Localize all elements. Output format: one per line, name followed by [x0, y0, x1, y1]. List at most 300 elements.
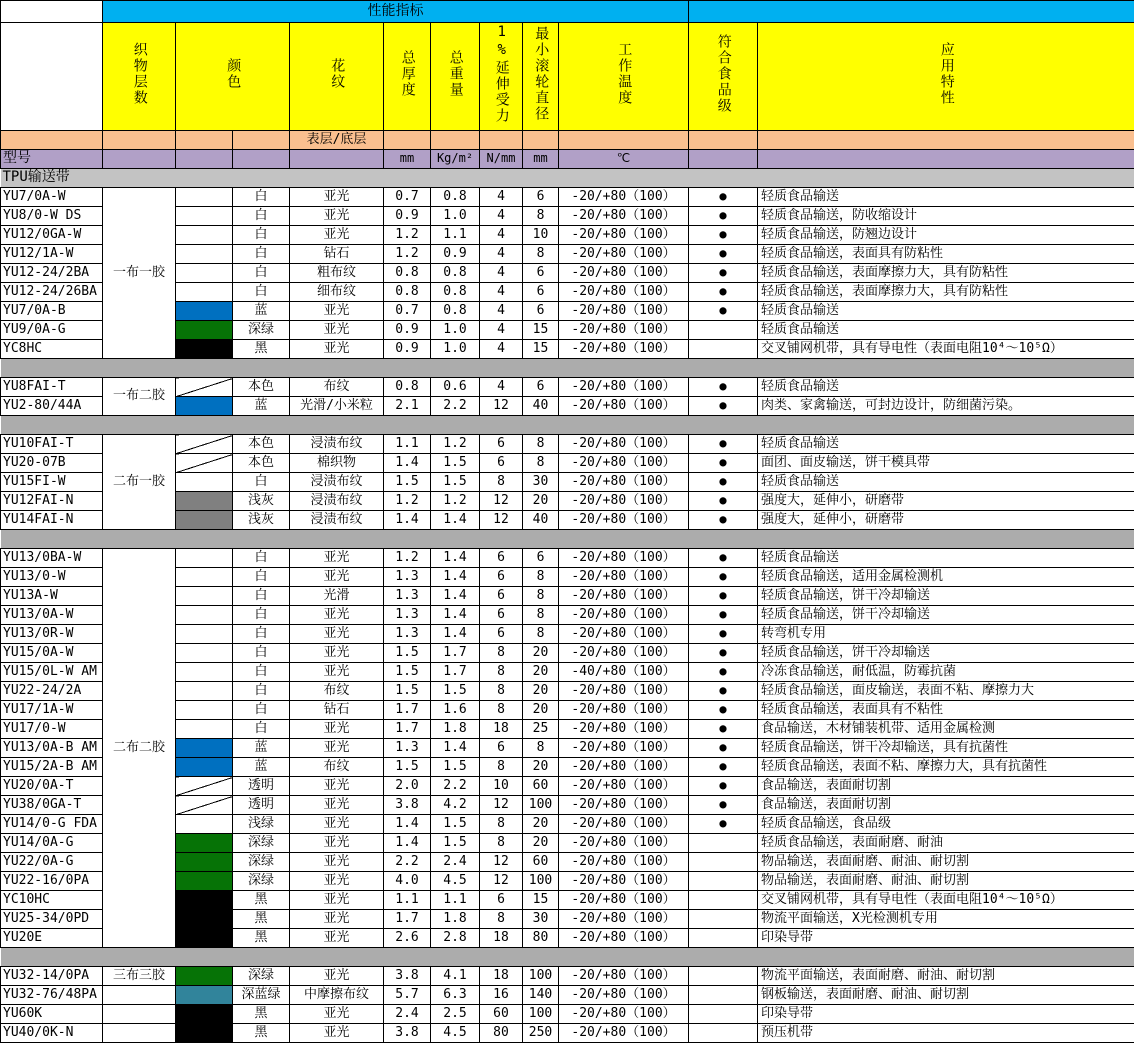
pattern-cell: 亚光: [290, 796, 384, 815]
weight-cell: 1.4: [431, 606, 480, 625]
color-swatch: [176, 188, 233, 207]
food-grade-cell: ●: [689, 511, 758, 530]
color-swatch: [176, 587, 233, 606]
color-swatch: [176, 796, 233, 815]
temperature-cell: -20/+80（100）: [559, 226, 689, 245]
food-grade-cell: ●: [689, 815, 758, 834]
application-cell: 物品输送，表面耐磨、耐油、耐切割: [758, 872, 1134, 891]
thickness-cell: 1.3: [384, 625, 431, 644]
roller-cell: 25: [523, 720, 559, 739]
roller-cell: 100: [523, 872, 559, 891]
weight-cell: 1.0: [431, 340, 480, 359]
model-cell: YU7/0A-W: [1, 188, 103, 207]
pattern-cell: 亚光: [290, 872, 384, 891]
color-name-cell: 白: [233, 606, 290, 625]
header-pattern-label: 花纹: [329, 58, 344, 90]
weight-cell: 1.2: [431, 492, 480, 511]
roller-cell: 100: [523, 796, 559, 815]
roller-cell: 8: [523, 454, 559, 473]
color-name-cell: 白: [233, 226, 290, 245]
temperature-cell: -20/+80（100）: [559, 815, 689, 834]
table-row: [1, 986, 1134, 1005]
color-swatch: [176, 568, 233, 587]
roller-cell: 15: [523, 340, 559, 359]
temperature-cell: -20/+80（100）: [559, 644, 689, 663]
food-grade-cell: [689, 891, 758, 910]
color-swatch: [176, 492, 233, 511]
color-name-cell: 深绿: [233, 321, 290, 340]
model-cell: YU15/0L-W AM: [1, 663, 103, 682]
model-cell: YU12/0GA-W: [1, 226, 103, 245]
roller-cell: 15: [523, 891, 559, 910]
pattern-cell: 钻石: [290, 245, 384, 264]
thickness-cell: 0.7: [384, 302, 431, 321]
application-cell: 轻质食品输送，表面耐磨、耐油: [758, 834, 1134, 853]
thickness-cell: 2.2: [384, 853, 431, 872]
color-name-cell: 白: [233, 663, 290, 682]
thickness-cell: 1.5: [384, 758, 431, 777]
application-cell: 印染导带: [758, 1005, 1134, 1024]
model-cell: YU14FAI-N: [1, 511, 103, 530]
pattern-cell: 亚光: [290, 302, 384, 321]
weight-cell: 1.4: [431, 625, 480, 644]
model-cell: YU22/0A-G: [1, 853, 103, 872]
force-cell: 8: [480, 682, 523, 701]
pattern-cell: 浸渍布纹: [290, 492, 384, 511]
weight-cell: 2.5: [431, 1005, 480, 1024]
thickness-cell: 1.5: [384, 644, 431, 663]
temperature-cell: -20/+80（100）: [559, 891, 689, 910]
pattern-cell: 亚光: [290, 853, 384, 872]
header-fabric-layers-label: 织物层数: [131, 42, 146, 106]
weight-cell: 1.7: [431, 644, 480, 663]
weight-cell: 2.2: [431, 397, 480, 416]
force-cell: 8: [480, 644, 523, 663]
food-grade-cell: ●: [689, 435, 758, 454]
roller-cell: 8: [523, 435, 559, 454]
color-name-cell: 蓝: [233, 397, 290, 416]
force-cell: 6: [480, 587, 523, 606]
model-cell: YU20-07B: [1, 454, 103, 473]
application-cell: 轻质食品输送，饼干冷却输送: [758, 644, 1134, 663]
weight-cell: 1.2: [431, 435, 480, 454]
table-row: [1, 549, 1134, 568]
model-cell: YU20E: [1, 929, 103, 948]
color-name-cell: 白: [233, 568, 290, 587]
color-name-cell: 深绿: [233, 834, 290, 853]
color-swatch: [176, 435, 233, 454]
pattern-cell: 光滑: [290, 587, 384, 606]
thickness-cell: 1.4: [384, 815, 431, 834]
pattern-cell: 亚光: [290, 321, 384, 340]
force-cell: 4: [480, 207, 523, 226]
temperature-cell: -20/+80（100）: [559, 378, 689, 397]
layers-cell: 三布三胶: [103, 967, 176, 986]
temperature-cell: -20/+80（100）: [559, 682, 689, 701]
roller-cell: 40: [523, 511, 559, 530]
temperature-cell: -20/+80（100）: [559, 207, 689, 226]
force-cell: 8: [480, 834, 523, 853]
food-grade-cell: ●: [689, 758, 758, 777]
color-swatch: [176, 207, 233, 226]
application-cell: 面团、面皮输送，饼干模具带: [758, 454, 1134, 473]
roller-cell: 20: [523, 682, 559, 701]
unit-thickness: mm: [384, 150, 431, 169]
model-cell: YU60K: [1, 1005, 103, 1024]
application-cell: 钢板输送，表面耐磨、耐油、耐切割: [758, 986, 1134, 1005]
roller-cell: 60: [523, 777, 559, 796]
food-grade-cell: [689, 321, 758, 340]
color-name-cell: 浅绿: [233, 815, 290, 834]
food-grade-cell: ●: [689, 188, 758, 207]
pattern-cell: 布纹: [290, 758, 384, 777]
table-row: [1, 967, 1134, 986]
header-application: [758, 23, 1134, 131]
model-cell: YU32-14/0PA: [1, 967, 103, 986]
color-swatch: [176, 967, 233, 986]
force-cell: 4: [480, 245, 523, 264]
force-cell: 18: [480, 967, 523, 986]
food-grade-cell: ●: [689, 207, 758, 226]
color-swatch: [176, 1005, 233, 1024]
thickness-cell: 1.4: [384, 834, 431, 853]
application-cell: 冷冻食品输送，耐低温，防霉抗菌: [758, 663, 1134, 682]
color-swatch: [176, 397, 233, 416]
color-swatch: [176, 264, 233, 283]
force-cell: 4: [480, 321, 523, 340]
header-elongation-force: [480, 23, 523, 131]
header-total-weight-label: 总重量: [447, 50, 462, 98]
weight-cell: 4.1: [431, 967, 480, 986]
food-grade-cell: ●: [689, 587, 758, 606]
roller-cell: 6: [523, 283, 559, 302]
color-name-cell: 白: [233, 549, 290, 568]
food-grade-cell: ●: [689, 378, 758, 397]
color-name-cell: 白: [233, 644, 290, 663]
layers-cell: [103, 986, 176, 1005]
temperature-cell: -20/+80（100）: [559, 910, 689, 929]
roller-cell: 30: [523, 910, 559, 929]
application-cell: 印染导带: [758, 929, 1134, 948]
application-cell: 轻质食品输送，防收缩设计: [758, 207, 1134, 226]
performance-band-title: 性能指标: [103, 1, 689, 23]
application-cell: 轻质食品输送，面皮输送，表面不粘、摩擦力大: [758, 682, 1134, 701]
temperature-cell: -20/+80（100）: [559, 302, 689, 321]
temperature-cell: -20/+80（100）: [559, 1005, 689, 1024]
thickness-cell: 1.7: [384, 720, 431, 739]
header-min-roller-diameter-label: 最小滚轮直径: [533, 26, 548, 122]
weight-cell: 1.1: [431, 226, 480, 245]
unit-temperature: ℃: [559, 150, 689, 169]
application-cell: 转弯机专用: [758, 625, 1134, 644]
food-grade-cell: ●: [689, 492, 758, 511]
weight-cell: 4.5: [431, 872, 480, 891]
weight-cell: 1.5: [431, 473, 480, 492]
pattern-cell: 亚光: [290, 568, 384, 587]
application-cell: 轻质食品输送: [758, 549, 1134, 568]
roller-cell: 20: [523, 644, 559, 663]
color-name-cell: 白: [233, 720, 290, 739]
food-grade-cell: [689, 967, 758, 986]
application-cell: 轻质食品输送: [758, 378, 1134, 397]
roller-cell: 8: [523, 739, 559, 758]
food-grade-cell: ●: [689, 663, 758, 682]
weight-cell: 1.4: [431, 739, 480, 758]
header-total-weight: [431, 23, 480, 131]
color-swatch: [176, 739, 233, 758]
temperature-cell: -20/+80（100）: [559, 511, 689, 530]
force-cell: 18: [480, 720, 523, 739]
roller-cell: 40: [523, 397, 559, 416]
group-separator-band: [1, 416, 1134, 435]
thickness-cell: 3.8: [384, 967, 431, 986]
model-label: 型号: [1, 150, 103, 169]
model-cell: YC10HC: [1, 891, 103, 910]
thickness-cell: 2.0: [384, 777, 431, 796]
column-header-row: [1, 23, 1134, 131]
color-swatch: [176, 1024, 233, 1043]
model-cell: YU12-24/26BA: [1, 283, 103, 302]
food-grade-cell: [689, 929, 758, 948]
roller-cell: 20: [523, 815, 559, 834]
force-cell: 4: [480, 283, 523, 302]
temperature-cell: -20/+80（100）: [559, 625, 689, 644]
color-swatch: [176, 720, 233, 739]
pattern-cell: 亚光: [290, 1005, 384, 1024]
thickness-cell: 1.7: [384, 910, 431, 929]
roller-cell: 6: [523, 188, 559, 207]
weight-cell: 1.4: [431, 511, 480, 530]
color-swatch: [176, 834, 233, 853]
color-swatch: [176, 549, 233, 568]
force-cell: 60: [480, 1005, 523, 1024]
thickness-cell: 2.6: [384, 929, 431, 948]
model-cell: YU13A-W: [1, 587, 103, 606]
temperature-cell: -20/+80（100）: [559, 796, 689, 815]
force-cell: 12: [480, 492, 523, 511]
weight-cell: 1.4: [431, 568, 480, 587]
color-swatch: [176, 625, 233, 644]
force-cell: 6: [480, 454, 523, 473]
food-grade-cell: [689, 834, 758, 853]
header-total-thickness-label: 总厚度: [399, 50, 414, 98]
color-swatch: [176, 758, 233, 777]
weight-cell: 1.8: [431, 720, 480, 739]
color-name-cell: 深绿: [233, 853, 290, 872]
force-cell: 6: [480, 549, 523, 568]
color-swatch: [176, 511, 233, 530]
model-cell: YU12FAI-N: [1, 492, 103, 511]
food-grade-cell: ●: [689, 777, 758, 796]
header-food-grade: [689, 23, 758, 131]
temperature-cell: -20/+80（100）: [559, 245, 689, 264]
color-swatch: [176, 663, 233, 682]
color-name-cell: 深蓝绿: [233, 986, 290, 1005]
layers-cell: [103, 1024, 176, 1043]
temperature-cell: -20/+80（100）: [559, 568, 689, 587]
color-name-cell: 黑: [233, 910, 290, 929]
application-cell: 食品输送，表面耐切割: [758, 796, 1134, 815]
thickness-cell: 0.8: [384, 283, 431, 302]
model-cell: YU13/0BA-W: [1, 549, 103, 568]
model-cell: YU17/0-W: [1, 720, 103, 739]
application-cell: 轻质食品输送: [758, 435, 1134, 454]
weight-cell: 0.6: [431, 378, 480, 397]
roller-cell: 6: [523, 302, 559, 321]
color-name-cell: 黑: [233, 891, 290, 910]
pattern-cell: 布纹: [290, 682, 384, 701]
color-swatch: [176, 644, 233, 663]
weight-cell: 1.5: [431, 682, 480, 701]
header-blank-cell: [1, 23, 103, 131]
thickness-cell: 1.3: [384, 739, 431, 758]
color-name-cell: 白: [233, 283, 290, 302]
model-cell: YU22-24/2A: [1, 682, 103, 701]
pattern-cell: 细布纹: [290, 283, 384, 302]
temperature-cell: -20/+80（100）: [559, 492, 689, 511]
pattern-cell: 亚光: [290, 777, 384, 796]
force-cell: 12: [480, 853, 523, 872]
header-color: [176, 23, 290, 131]
model-cell: YU2-80/44A: [1, 397, 103, 416]
temperature-cell: -20/+80（100）: [559, 701, 689, 720]
table-row: [1, 1005, 1134, 1024]
force-cell: 6: [480, 435, 523, 454]
pattern-cell: 布纹: [290, 378, 384, 397]
color-swatch: [176, 378, 233, 397]
model-cell: YU8/0-W DS: [1, 207, 103, 226]
pattern-cell: 亚光: [290, 663, 384, 682]
color-swatch: [176, 321, 233, 340]
thickness-cell: 1.2: [384, 226, 431, 245]
color-swatch: [176, 853, 233, 872]
surface-bottom-row: [1, 131, 1134, 150]
pattern-cell: 亚光: [290, 549, 384, 568]
thickness-cell: 1.5: [384, 663, 431, 682]
temperature-cell: -20/+80（100）: [559, 929, 689, 948]
temperature-cell: -20/+80（100）: [559, 454, 689, 473]
force-cell: 12: [480, 397, 523, 416]
weight-cell: 1.0: [431, 207, 480, 226]
roller-cell: 30: [523, 473, 559, 492]
application-cell: 轻质食品输送: [758, 302, 1134, 321]
weight-cell: 4.2: [431, 796, 480, 815]
group-separator-band: [1, 948, 1134, 967]
pattern-cell: 亚光: [290, 834, 384, 853]
weight-cell: 1.5: [431, 834, 480, 853]
header-working-temperature: [559, 23, 689, 131]
food-grade-cell: ●: [689, 245, 758, 264]
color-name-cell: 本色: [233, 435, 290, 454]
color-name-cell: 蓝: [233, 758, 290, 777]
header-pattern: [290, 23, 384, 131]
temperature-cell: -20/+80（100）: [559, 549, 689, 568]
application-cell: 轻质食品输送，表面摩擦力大，具有防粘性: [758, 283, 1134, 302]
model-cell: YU14/0A-G: [1, 834, 103, 853]
application-cell: 轻质食品输送: [758, 188, 1134, 207]
model-cell: YU14/0-G FDA: [1, 815, 103, 834]
roller-cell: 20: [523, 701, 559, 720]
temperature-cell: -20/+80（100）: [559, 758, 689, 777]
food-grade-cell: ●: [689, 606, 758, 625]
layers-cell: 一布二胶: [103, 378, 176, 416]
header-application-label: 应用特性: [938, 42, 953, 106]
model-cell: YU8FAI-T: [1, 378, 103, 397]
pattern-cell: 亚光: [290, 625, 384, 644]
model-cell: YU7/0A-B: [1, 302, 103, 321]
temperature-cell: -20/+80（100）: [559, 872, 689, 891]
food-grade-cell: ●: [689, 682, 758, 701]
pattern-cell: 中摩擦布纹: [290, 986, 384, 1005]
application-cell: 轻质食品输送，适用金属检测机: [758, 568, 1134, 587]
pattern-cell: 亚光: [290, 644, 384, 663]
thickness-cell: 0.7: [384, 188, 431, 207]
color-name-cell: 深绿: [233, 872, 290, 891]
pattern-cell: 亚光: [290, 910, 384, 929]
roller-cell: 20: [523, 758, 559, 777]
roller-cell: 8: [523, 625, 559, 644]
force-cell: 80: [480, 1024, 523, 1043]
thickness-cell: 1.3: [384, 606, 431, 625]
color-name-cell: 蓝: [233, 739, 290, 758]
roller-cell: 20: [523, 492, 559, 511]
temperature-cell: -20/+80（100）: [559, 739, 689, 758]
temperature-cell: -20/+80（100）: [559, 188, 689, 207]
roller-cell: 6: [523, 549, 559, 568]
roller-cell: 8: [523, 606, 559, 625]
force-cell: 6: [480, 739, 523, 758]
thickness-cell: 1.2: [384, 492, 431, 511]
color-name-cell: 浅灰: [233, 492, 290, 511]
color-swatch: [176, 340, 233, 359]
color-name-cell: 黑: [233, 340, 290, 359]
food-grade-cell: [689, 340, 758, 359]
temperature-cell: -20/+80（100）: [559, 720, 689, 739]
model-cell: YU12/1A-W: [1, 245, 103, 264]
model-cell: YU15FI-W: [1, 473, 103, 492]
temperature-cell: -20/+80（100）: [559, 283, 689, 302]
weight-cell: 4.5: [431, 1024, 480, 1043]
header-fabric-layers: [103, 23, 176, 131]
food-grade-cell: ●: [689, 283, 758, 302]
food-grade-cell: [689, 910, 758, 929]
roller-cell: 60: [523, 853, 559, 872]
thickness-cell: 0.9: [384, 207, 431, 226]
performance-band-row: [1, 1, 1134, 23]
temperature-cell: -20/+80（100）: [559, 264, 689, 283]
food-grade-cell: ●: [689, 701, 758, 720]
layers-cell: 二布一胶: [103, 435, 176, 530]
header-elongation-force-label: 1%延伸受力: [493, 24, 508, 124]
force-cell: 4: [480, 264, 523, 283]
application-cell: 食品输送，表面耐切割: [758, 777, 1134, 796]
roller-cell: 100: [523, 1005, 559, 1024]
model-units-row: [1, 150, 1134, 169]
header-food-grade-label: 符合食品级: [715, 34, 730, 114]
thickness-cell: 1.7: [384, 701, 431, 720]
force-cell: 8: [480, 815, 523, 834]
application-cell: 物流平面输送，表面耐磨、耐油、耐切割: [758, 967, 1134, 986]
thickness-cell: 1.4: [384, 454, 431, 473]
application-cell: 强度大，延伸小，研磨带: [758, 511, 1134, 530]
color-name-cell: 透明: [233, 796, 290, 815]
model-cell: YU13/0-W: [1, 568, 103, 587]
color-name-cell: 白: [233, 188, 290, 207]
weight-cell: 1.5: [431, 758, 480, 777]
force-cell: 8: [480, 473, 523, 492]
thickness-cell: 0.9: [384, 321, 431, 340]
color-name-cell: 白: [233, 245, 290, 264]
